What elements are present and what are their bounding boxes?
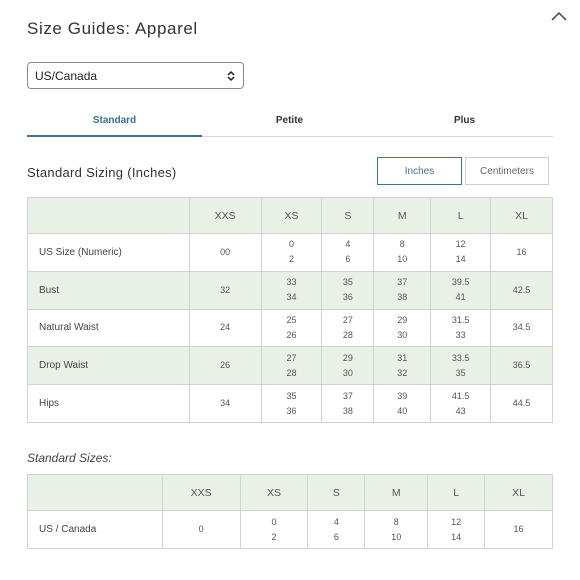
table-cell [322,234,374,272]
cell-value: 31 [397,352,408,363]
cell-value: 35 [286,390,297,401]
column-header: XXS [162,475,240,511]
table-cell [491,271,553,309]
cell-value: 32 [397,367,408,378]
cell-value: 39.5 [451,277,470,288]
table-cell [374,271,431,309]
cell-value: 14 [455,254,466,265]
cell-values [308,515,364,545]
cell-value: 29 [397,314,408,325]
table-cell [374,385,431,423]
cell-value: 2 [288,254,294,265]
size-tabs [27,112,553,137]
column-header: M [374,198,431,234]
cell-value: 43 [455,405,466,416]
dialog-title: Size Guides: Apparel [27,19,198,38]
cell-value: 33 [286,277,297,288]
section-title: Standard Sizing (Inches) [27,165,177,180]
cell-value: 34 [220,398,231,409]
table-cell [322,385,374,423]
cell-value: 37 [342,390,353,401]
cell-value: 27 [286,352,297,363]
table-header-row [28,475,553,511]
column-header: S [322,198,374,234]
cell-values [322,275,373,305]
row-label: Natural Waist [28,309,190,347]
table-cell [162,511,240,549]
cell-values [431,275,490,305]
cell-value: 30 [397,329,408,340]
column-header: XXS [189,198,261,234]
table-cell [261,309,322,347]
cell-values [428,515,484,545]
row-label: Hips [28,385,190,423]
table-cell [308,511,365,549]
cell-value: 6 [333,531,339,542]
cell-value: 12 [451,516,462,527]
cell-value: 41 [455,292,466,303]
cell-value: 12 [455,239,466,250]
cell-value: 30 [342,367,353,378]
table-cell [189,234,261,272]
cell-values [491,320,552,335]
cell-values [322,237,373,267]
table-cell [322,347,374,385]
cell-values [262,275,322,305]
cell-value: 36.5 [512,360,531,371]
header-corner [28,475,163,511]
cell-values [262,237,322,267]
column-header: L [428,475,485,511]
table-cell [261,271,322,309]
row-label: Bust [28,271,190,309]
cell-values [491,358,552,373]
cell-value: 00 [220,246,231,257]
cell-values [262,351,322,381]
cell-values [431,237,490,267]
table-cell [431,385,491,423]
table-row [28,511,553,549]
cell-values [374,313,430,343]
row-label: Drop Waist [28,347,190,385]
cell-value: 8 [399,239,405,250]
cell-value: 41.5 [451,390,470,401]
cell-value: 37 [397,277,408,288]
cell-value: 10 [397,254,408,265]
cell-value: 10 [391,531,402,542]
cell-value: 8 [393,516,399,527]
column-header: XL [485,475,553,511]
cell-values [322,351,373,381]
column-header: XL [491,198,553,234]
cell-values [190,283,261,298]
tab-standard[interactable]: Standard [27,112,202,136]
cell-value: 33 [455,329,466,340]
tab-plus[interactable]: Plus [453,115,476,126]
table-cell [365,511,428,549]
table-cell [491,385,553,423]
row-label: US Size (Numeric) [28,234,190,272]
tab-petite[interactable]: Petite [275,115,304,126]
cell-value: 28 [286,367,297,378]
cell-value: 34.5 [512,322,531,333]
column-header: S [308,475,365,511]
column-header: XS [240,475,308,511]
cell-value: 31.5 [451,314,470,325]
standard-sizes-table [27,474,553,549]
cell-values [241,515,308,545]
cell-value: 0 [288,239,294,250]
table-cell [485,511,553,549]
region-select[interactable] [27,62,244,89]
cell-values [262,389,322,419]
table-row [28,234,553,272]
table-cell [491,234,553,272]
header-corner [28,198,190,234]
column-header: XS [261,198,322,234]
cell-value: 14 [451,531,462,542]
cell-value: 4 [345,239,351,250]
cell-values [190,358,261,373]
cell-values [374,389,430,419]
column-header: M [365,475,428,511]
table-cell [491,309,553,347]
cell-value: 40 [397,405,408,416]
table-cell [189,385,261,423]
cell-value: 24 [220,322,231,333]
cell-value: 32 [220,284,231,295]
sizing-table [27,197,553,423]
cell-values [190,320,261,335]
cell-value: 0 [198,524,204,534]
cell-value: 4 [333,516,339,527]
table-cell [428,511,485,549]
cell-value: 16 [516,246,527,257]
table-cell [431,271,491,309]
inches-button[interactable]: Inches [377,157,462,185]
table-cell [374,234,431,272]
cell-value: 2 [271,531,277,542]
table-row [28,385,553,423]
centimeters-button[interactable]: Centimeters [465,157,549,185]
table-cell [189,271,261,309]
table-cell [322,271,374,309]
cell-value: 25 [286,314,297,325]
chevron-up-icon [548,6,570,28]
cell-value: 39 [397,390,408,401]
table-header-row [28,198,553,234]
cell-values [163,522,240,537]
cell-value: 33.5 [451,352,470,363]
close-button[interactable] [548,6,570,28]
region-select-value: US/Canada [35,68,98,83]
cell-values [365,515,427,545]
row-label: US / Canada [28,511,163,549]
cell-value: 38 [397,292,408,303]
cell-values [491,283,552,298]
table-cell [261,385,322,423]
column-header: L [431,198,491,234]
cell-value: 36 [286,405,297,416]
cell-values [262,313,322,343]
cell-values [190,245,261,260]
cell-value: 26 [286,329,297,340]
table-cell [240,511,308,549]
table-cell [431,234,491,272]
cell-value: 44.5 [512,398,531,409]
cell-values [431,313,490,343]
table-cell [374,309,431,347]
cell-value: 34 [286,292,297,303]
table-cell [431,309,491,347]
cell-values [491,245,552,260]
cell-value: 42.5 [512,284,531,295]
table-cell [322,309,374,347]
table-row [28,271,553,309]
cell-value: 38 [342,405,353,416]
table-cell [374,347,431,385]
table-cell [261,347,322,385]
cell-value: 16 [513,524,524,534]
standard-sizes-title: Standard Sizes: [27,451,112,465]
cell-value: 36 [342,292,353,303]
table-cell [431,347,491,385]
cell-values [431,351,490,381]
cell-value: 28 [342,329,353,340]
cell-value: 0 [271,516,277,527]
cell-values [374,351,430,381]
cell-values [322,389,373,419]
select-arrows-icon [227,70,235,82]
cell-values [322,313,373,343]
cell-values [374,275,430,305]
table-cell [189,309,261,347]
cell-value: 27 [342,314,353,325]
cell-value: 6 [345,254,351,265]
cell-value: 35 [342,277,353,288]
table-row [28,309,553,347]
table-row [28,347,553,385]
cell-values [485,522,552,537]
table-cell [491,347,553,385]
cell-value: 29 [342,352,353,363]
cell-values [190,396,261,411]
cell-value: 35 [455,367,466,378]
cell-values [374,237,430,267]
cell-value: 26 [220,360,231,371]
cell-values [491,396,552,411]
table-cell [261,234,322,272]
table-cell [189,347,261,385]
cell-values [431,389,490,419]
